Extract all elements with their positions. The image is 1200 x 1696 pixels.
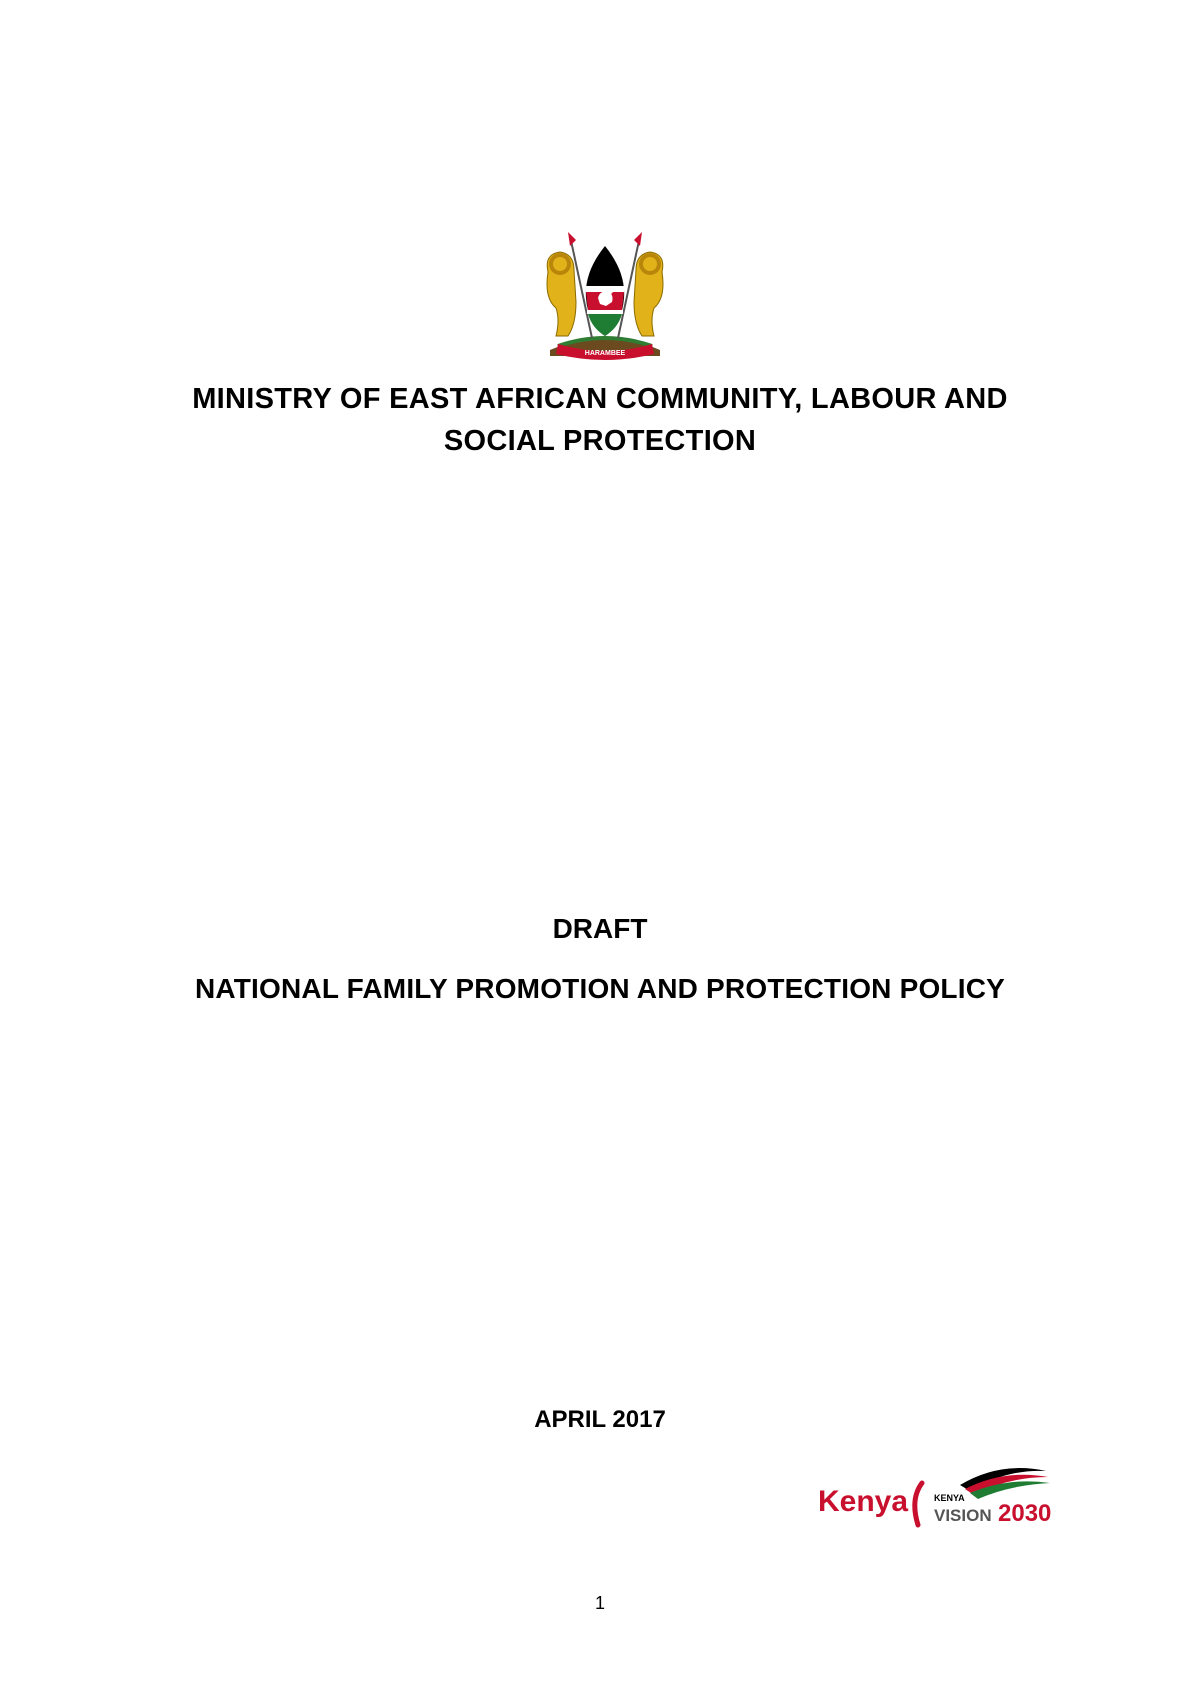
draft-label: DRAFT [552,913,648,944]
kenya-coat-of-arms-logo [530,232,680,362]
logo-small-kenya-text: KENYA [934,1493,965,1503]
publication-date: APRIL 2017 [534,1406,666,1433]
kenya-vision-2030-logo [810,1455,1060,1535]
logo-kenya-text: Kenya [818,1485,909,1518]
policy-title: NATIONAL FAMILY PROMOTION AND PROTECTION POLICY [194,973,1006,1004]
emblem-motto: HARAMBEE [584,350,626,357]
ministry-title: MINISTRY OF EAST AFRICAN COMMUNITY, LABOUR AND SOCIAL PROTECTION [192,383,1008,457]
page-number: 1 [594,1593,605,1613]
logo-year-text: 2030 [998,1500,1052,1527]
logo-vision-text: VISION [934,1506,992,1525]
